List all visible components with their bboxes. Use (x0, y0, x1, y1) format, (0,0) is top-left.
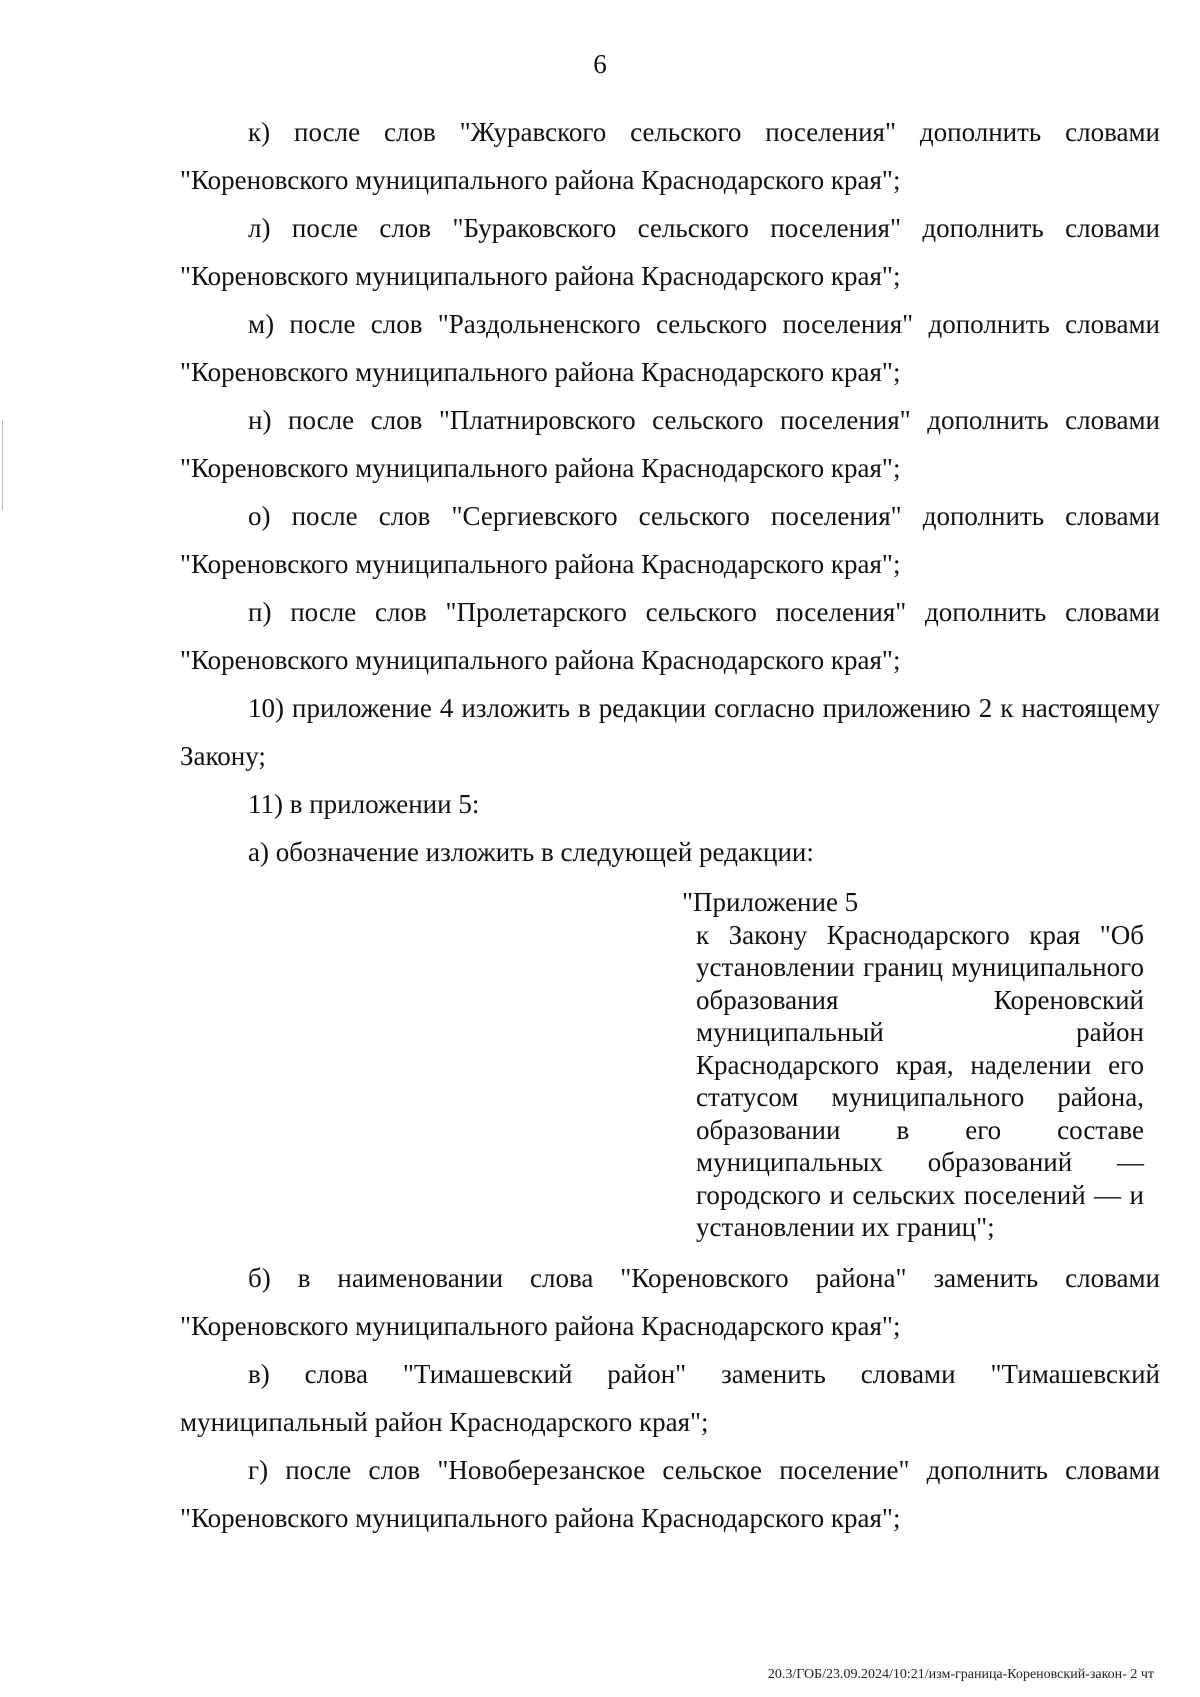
paragraph-l: л) после слов "Бураковского сельского поселения" дополнить словами "Кореновского муниципального района Краснодарского края"; (180, 213, 1160, 291)
paragraph-g: г) после слов "Новоберезанское сельское поселение" дополнить словами "Кореновского муниципального района Краснодарского края"; (180, 1454, 1160, 1533)
paragraph-n: н) после слов "Платнировского сельского поселения" дополнить словами "Кореновского муниципального района Краснодарского края"; (180, 405, 1160, 483)
paragraph-a: а) обозначение изложить в следующей редакции: (248, 837, 814, 867)
paragraph-10: 10) приложение 4 изложить в редакции согласно приложению 2 к настоящему Закону; (180, 693, 1160, 771)
paragraph-v: в) слова "Тимашевский район" заменить словами "Тимашевский муниципальный район Краснодарского края"; (180, 1358, 1160, 1437)
appendix-body: к Закону Краснодарского края "Об установлении границ муниципального образования Кореновский муниципальный район Краснодарского края, наделении его статусом муниципального района, образовании в его составе муниципальных образований — городского и сельских поселений — и установлении их границ"; (696, 919, 1144, 1242)
paragraph-o: о) после слов "Сергиевского сельского поселения" дополнить словами "Кореновского муниципального района Краснодарского края"; (180, 501, 1160, 579)
paragraph-p: п) после слов "Пролетарского сельского поселения" дополнить словами "Кореновского муниципального района Краснодарского края"; (180, 597, 1160, 675)
paragraph-b: б) в наименовании слова "Кореновского района" заменить словами "Кореновского муниципального района Краснодарского края"; (180, 1262, 1160, 1341)
document-body (180, 108, 1160, 1542)
page-number: 6 (593, 49, 607, 79)
paragraph-m: м) после слов "Раздольненского сельского поселения" дополнить словами "Кореновского муниципального района Краснодарского края"; (180, 309, 1160, 387)
appendix-block (682, 886, 1144, 1244)
document-footer: 20.3/ГОБ/23.09.2024/10:21/изм-граница-Кореновский-закон- 2 чт (767, 1667, 1154, 1682)
paragraph-k: к) после слов "Журавского сельского поселения" дополнить словами "Кореновского муниципального района Краснодарского края"; (180, 117, 1160, 195)
scan-margin-mark (2, 420, 3, 510)
paragraph-11: 11) в приложении 5: (248, 789, 480, 819)
appendix-title: "Приложение 5 (682, 887, 859, 917)
